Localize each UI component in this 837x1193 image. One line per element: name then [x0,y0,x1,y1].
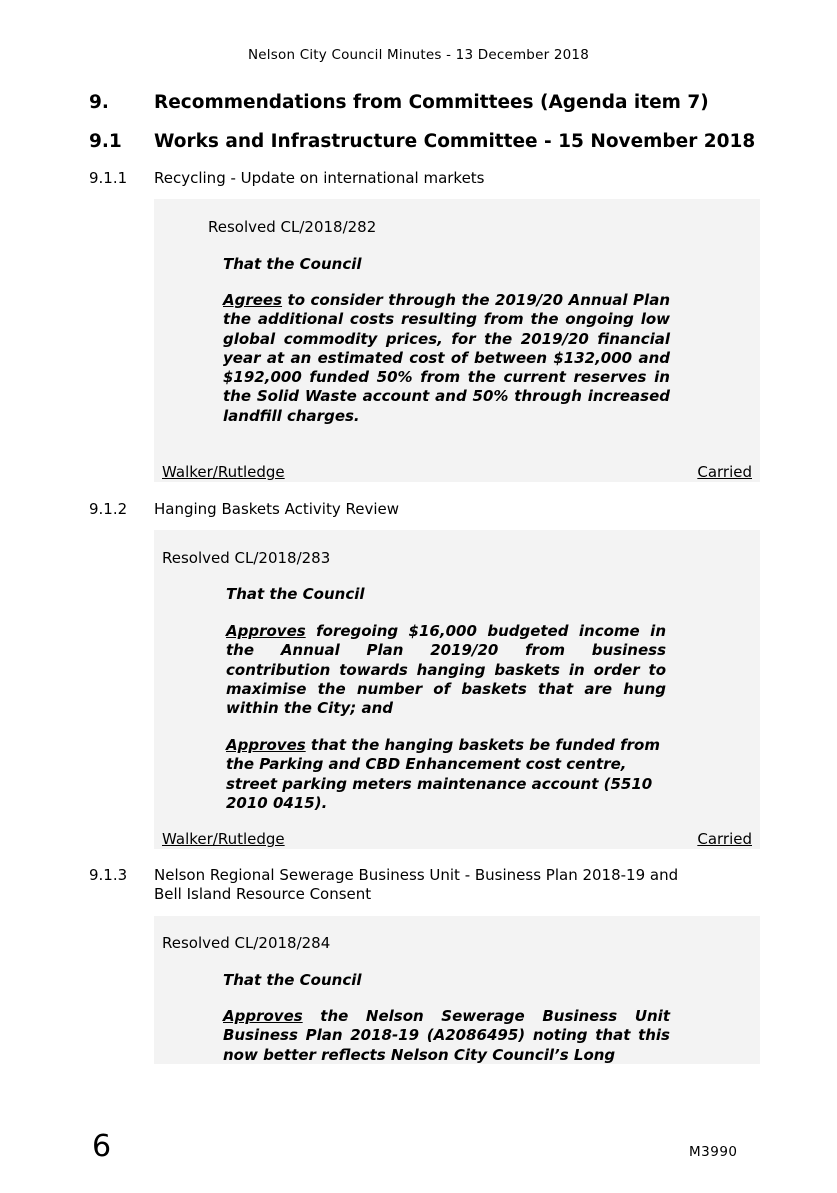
resolution-keyword: Agrees [223,291,283,309]
resolution-text: the Nelson Sewerage Business Unit Business Plan 2018-19 (A2086495) noting that this now better reflects Nelson City Council’s Long [223,1007,670,1064]
section-title: Recommendations from Committees (Agenda item 7) [154,92,709,113]
resolution-keyword: Approves [226,736,306,754]
resolution-paragraph [223,291,670,426]
resolution-heading: That the Council [223,255,362,273]
document-reference: M3990 [689,1144,738,1160]
resolution-number: Resolved CL/2018/284 [162,934,331,952]
resolution-paragraph [223,1007,670,1065]
resolution-box [154,199,760,482]
item-title-line1: Nelson Regional Sewerage Business Unit - Business Plan 2018-19 and [154,866,679,884]
page-number: 6 [92,1129,112,1164]
subsection-number: 9.1 [89,131,122,152]
resolution-keyword: Approves [226,622,306,640]
item-title: Hanging Baskets Activity Review [154,500,399,518]
resolution-keyword: Approves [223,1007,303,1025]
section-number: 9. [89,92,109,113]
item-title: Recycling - Update on international markets [154,169,485,187]
motion-result: Carried [697,830,752,848]
item-number: 9.1.2 [89,500,128,518]
resolution-number: Resolved CL/2018/283 [162,549,331,567]
resolution-paragraph [226,622,666,718]
item-number: 9.1.3 [89,866,128,884]
mover-seconder: Walker/Rutledge [162,830,285,848]
resolution-box [154,916,760,1064]
resolution-text: foregoing $16,000 budgeted income in the Annual Plan 2019/20 from business contribution towards hanging baskets in order to maximise the number of baskets that are hung within the City; and [226,622,666,718]
item-title-line2: Bell Island Resource Consent [154,885,372,903]
resolution-text: that the hanging baskets be funded from the Parking and CBD Enhancement cost centre, street parking meters maintenance account (5510 2010 0415). [226,736,660,812]
item-number: 9.1.1 [89,169,128,187]
mover-seconder: Walker/Rutledge [162,463,285,481]
resolution-heading: That the Council [226,585,365,603]
resolution-paragraph [226,736,666,813]
motion-result: Carried [697,463,752,481]
subsection-title: Works and Infrastructure Committee - 15 November 2018 [154,131,756,152]
resolution-number: Resolved CL/2018/282 [208,218,377,236]
resolution-box [154,530,760,849]
page-header: Nelson City Council Minutes - 13 December 2018 [248,47,589,63]
resolution-text: to consider through the 2019/20 Annual Plan the additional costs resulting from the ongoing low global commodity prices, for the 2019/20 financial year at an estimated cost of between $132,000 and $192,000 funded 50% from the current reserves in the Solid Waste account and 50% through increased landfill charges. [223,291,670,425]
resolution-heading: That the Council [223,971,362,989]
